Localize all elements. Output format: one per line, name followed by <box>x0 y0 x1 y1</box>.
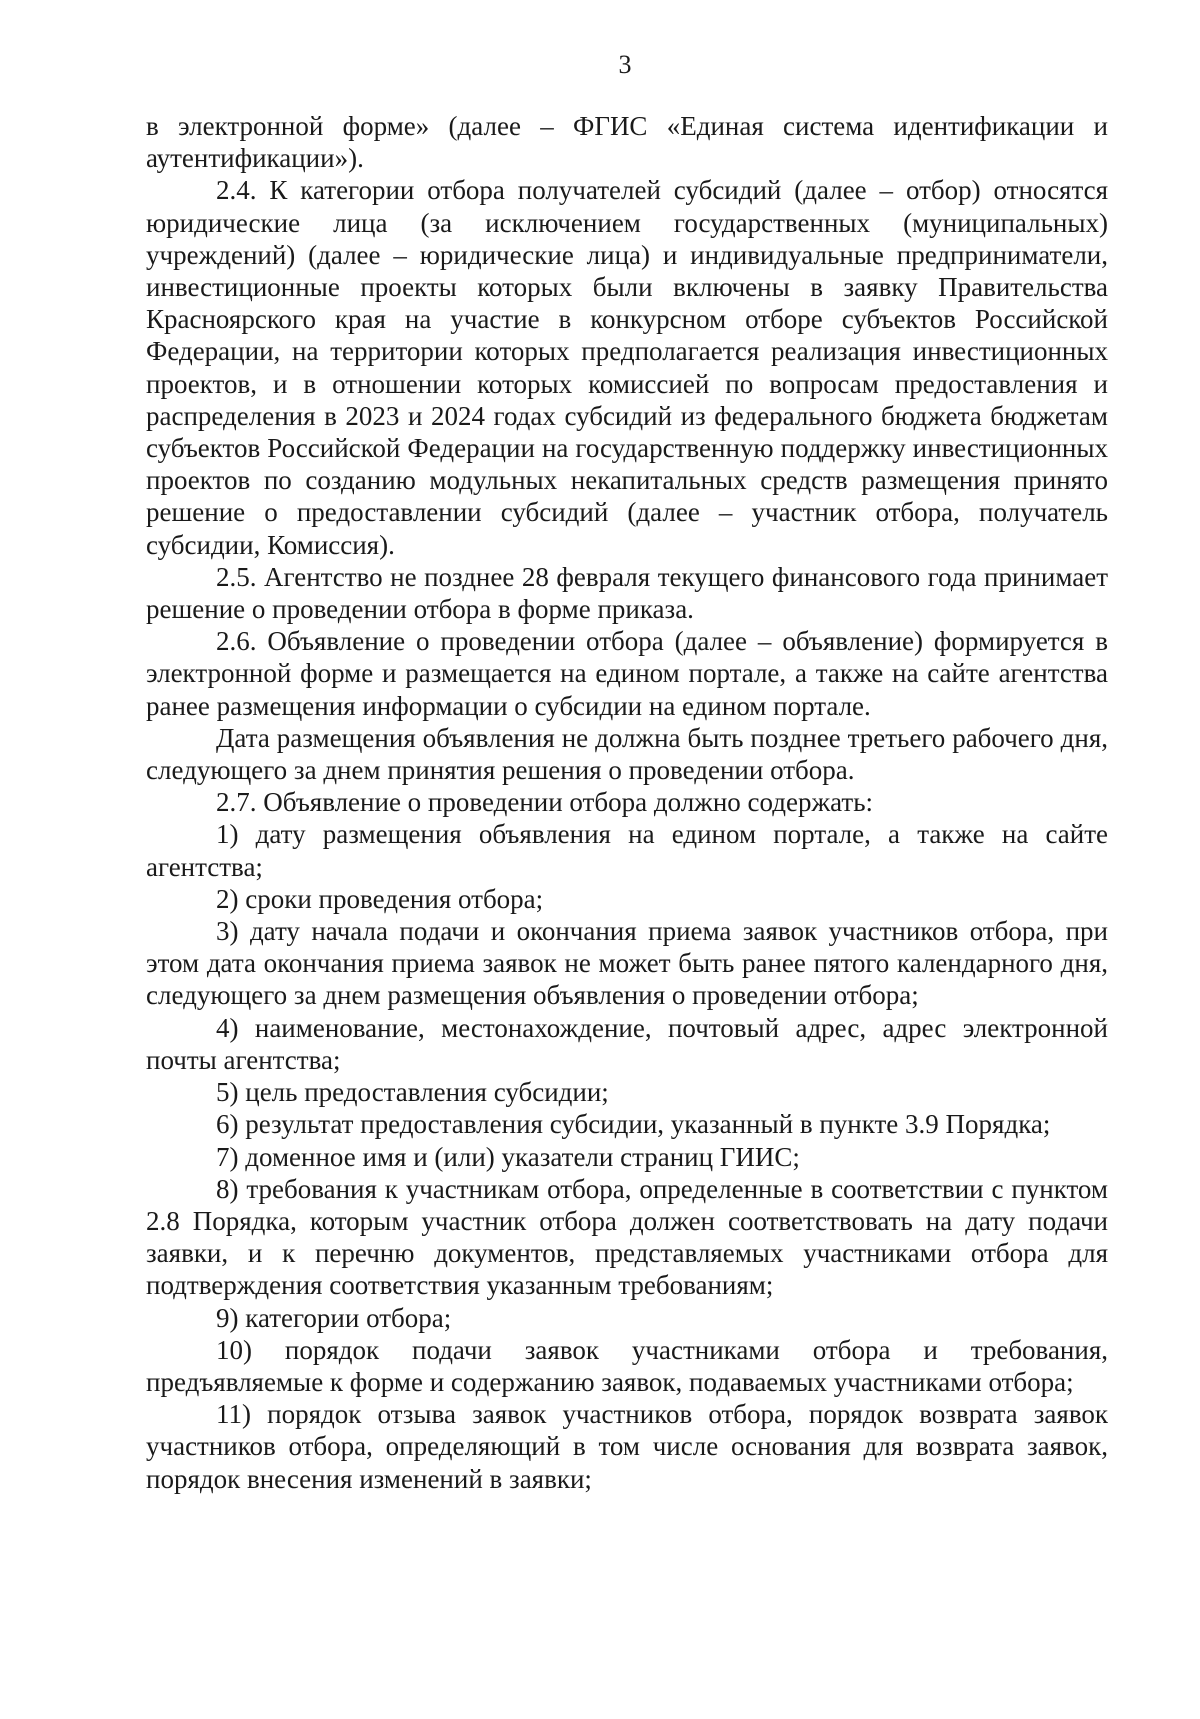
list-item-8: 8) требования к участникам отбора, определенные в соответствии с пунктом 2.8 Порядка, которым участник отбора должен соответствовать на дату подачи заявки, и к перечню документов, представляемых участниками отбора для подтверждения соответствия указанным требованиям; <box>146 1173 1108 1301</box>
document-body <box>146 110 1108 1495</box>
paragraph-continuation: в электронной форме» (далее – ФГИС «Единая система идентификации и аутентификации»). <box>146 111 1108 174</box>
paragraph-2-7: 2.7. Объявление о проведении отбора должно содержать: <box>216 787 874 818</box>
list-item-7: 7) доменное имя и (или) указатели страниц ГИИС; <box>216 1141 800 1172</box>
list-item-2: 2) сроки проведения отбора; <box>216 883 544 914</box>
list-item-5: 5) цель предоставления субсидии; <box>216 1077 609 1108</box>
paragraph-2-5: 2.5. Агентство не позднее 28 февраля текущего финансового года принимает решение о проведении отбора в форме приказа. <box>146 561 1108 625</box>
list-item-3: 3) дату начала подачи и окончания приема заявок участников отбора, при этом дата окончания приема заявок не может быть ранее пятого календарного дня, следующего за днем размещения объявления о проведении отбора; <box>146 916 1108 1011</box>
list-item-11: 11) порядок отзыва заявок участников отбора, порядок возврата заявок участников отбора, определяющий в том числе основания для возврата заявок, порядок внесения изменений в заявки; <box>146 1399 1108 1494</box>
paragraph-publication-date: Дата размещения объявления не должна быть позднее третьего рабочего дня, следующего за днем принятия решения о проведении отбора. <box>146 722 1108 786</box>
list-item-9: 9) категории отбора; <box>216 1302 452 1333</box>
paragraph-2-4: 2.4. К категории отбора получателей субсидий (далее – отбор) относятся юридические лица (за исключением государственных (муниципальных) учреждений) (далее – юридические лица) и индивидуальные предприниматели, инвестиционные проекты которых были включены в заявку Правительства Красноярского края на участие в конкурсном отборе субъектов Российской Федерации, на территории которых предполагается реализация инвестиционных проектов, и в отношении которых комиссией по вопросам предоставления и распределения в 2023 и 2024 годах субсидий из федерального бюджета бюджетам субъектов Российской Федерации на государственную поддержку инвестиционных проектов по созданию модульных некапитальных средств размещения принято решение о предоставлении субсидий (далее – участник отбора, получатель субсидии, Комиссия). <box>146 175 1108 560</box>
list-item-1: 1) дату размещения объявления на едином портале, а также на сайте агентства; <box>146 819 1108 882</box>
list-item-10: 10) порядок подачи заявок участниками отбора и требования, предъявляемые к форме и содержанию заявок, подаваемых участниками отбора; <box>146 1334 1108 1397</box>
page-number: 3 <box>618 50 632 79</box>
paragraph-2-6: 2.6. Объявление о проведении отбора (далее – объявление) формируется в электронной форме и размещается на едином портале, а также на сайте агентства ранее размещения информации о субсидии на едином портале. <box>146 626 1108 721</box>
list-item-4: 4) наименование, местонахождение, почтовый адрес, адрес электронной почты агентства; <box>146 1012 1108 1075</box>
list-item-6: 6) результат предоставления субсидии, указанный в пункте 3.9 Порядка; <box>216 1109 1051 1140</box>
